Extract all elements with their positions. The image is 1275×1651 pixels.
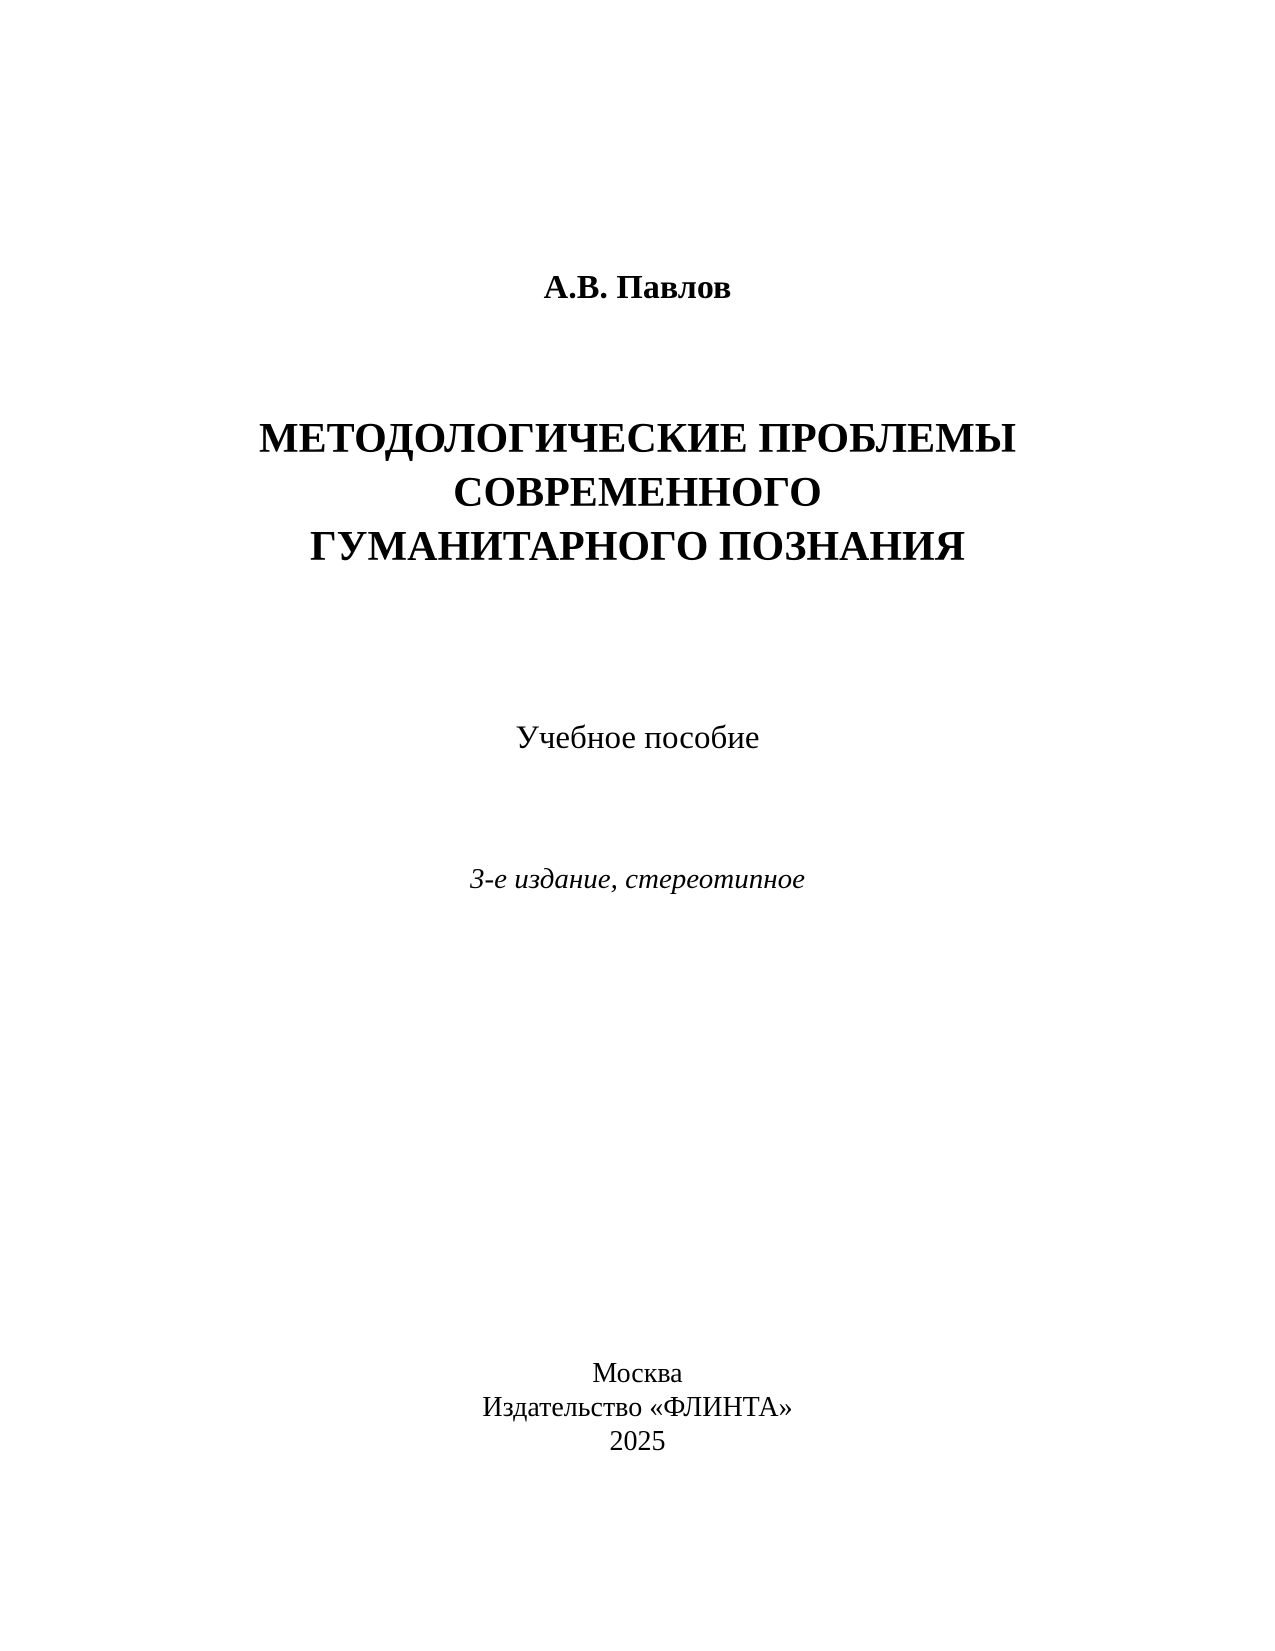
author-name: А.В. Павлов [543, 269, 732, 306]
imprint-publisher: Издательство «ФЛИНТА» [482, 1392, 793, 1423]
title-line-2: СОВРЕМЕННОГО [453, 470, 822, 516]
imprint-city: Москва [592, 1358, 683, 1389]
book-title [0, 412, 1275, 574]
edition-note: 3-е издание, стереотипное [469, 863, 805, 895]
title-line-3: ГУМАНИТАРНОГО ПОЗНАНИЯ [309, 524, 966, 570]
imprint-block [0, 1357, 1275, 1459]
title-line-1: МЕТОДОЛОГИЧЕСКИЕ ПРОБЛЕМЫ [259, 416, 1016, 462]
book-type: Учебное пособие [515, 720, 760, 756]
imprint-year: 2025 [609, 1426, 666, 1457]
